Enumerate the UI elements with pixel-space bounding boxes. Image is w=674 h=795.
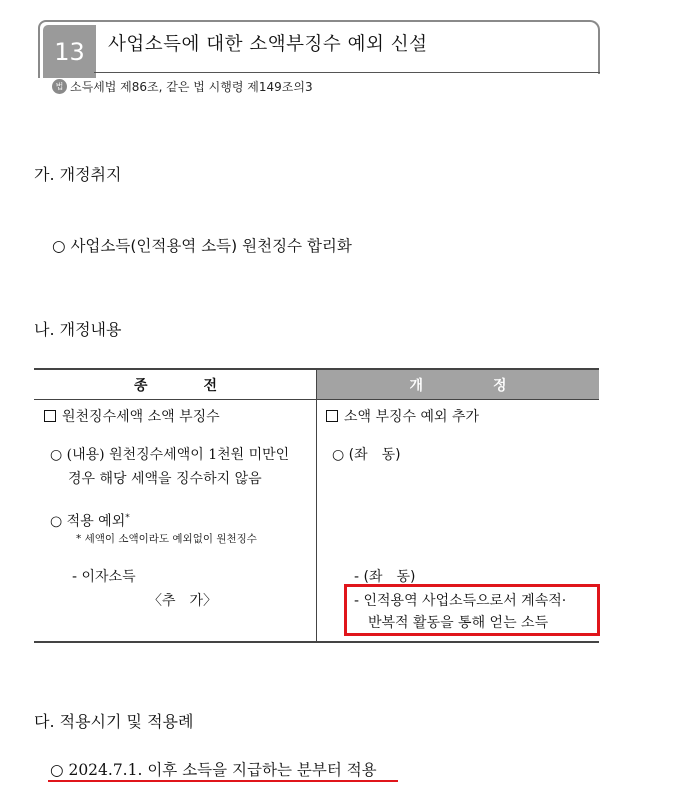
old-interest-income: - 이자소득 (72, 569, 136, 585)
law-badge-icon: 법 (52, 79, 67, 94)
new-same: - (좌 동) (354, 569, 416, 585)
highlight-underline (48, 780, 398, 782)
old-content-line2: 경우 해당 세액을 징수하지 않음 (68, 471, 262, 487)
section-number-box (38, 20, 96, 78)
heading-effective-date: 다. 적용시기 및 적용례 (34, 712, 194, 731)
old-added: 〈추 가〉 (148, 593, 218, 609)
old-item: 원천징수세액 소액 부징수 (44, 406, 220, 428)
table-bottom-rule (34, 641, 599, 643)
purpose-bullet: ○ 사업소득(인적용역 소득) 원천징수 합리화 (52, 237, 352, 255)
footnote-mark: * (125, 513, 130, 523)
old-exception: ○ 적용 예외* (50, 513, 130, 530)
new-item: 소액 부징수 예외 추가 (326, 406, 479, 428)
heading-content: 나. 개정내용 (34, 320, 122, 339)
new-content: ○ (좌 동) (332, 447, 401, 463)
effective-date-bullet: ○ 2024.7.1. 이후 소득을 지급하는 분부터 적용 (50, 761, 377, 779)
law-reference: 소득세법 제86조, 같은 법 시행령 제149조의3 (70, 80, 313, 94)
old-content-line1: ○ (내용) 원천징수세액이 1천원 미만인 (50, 447, 290, 463)
section-number: 13 (43, 25, 96, 78)
title-divider (94, 72, 600, 73)
old-footnote: * 세액이 소액이라도 예외없이 원천징수 (76, 533, 257, 545)
new-added-line2: 반복적 활동을 통해 얻는 소득 (368, 615, 549, 631)
heading-purpose: 가. 개정취지 (34, 165, 122, 184)
column-header-old: 종 전 (34, 370, 317, 399)
new-added-line1: - 인적용역 사업소득으로서 계속적· (354, 593, 567, 609)
checkbox-square-icon (326, 410, 338, 422)
page-title: 사업소득에 대한 소액부징수 예외 신설 (108, 34, 428, 55)
checkbox-square-icon (44, 410, 56, 422)
table-column-divider (316, 370, 317, 642)
column-header-new: 개 정 (317, 370, 599, 399)
highlight-box (344, 584, 600, 636)
